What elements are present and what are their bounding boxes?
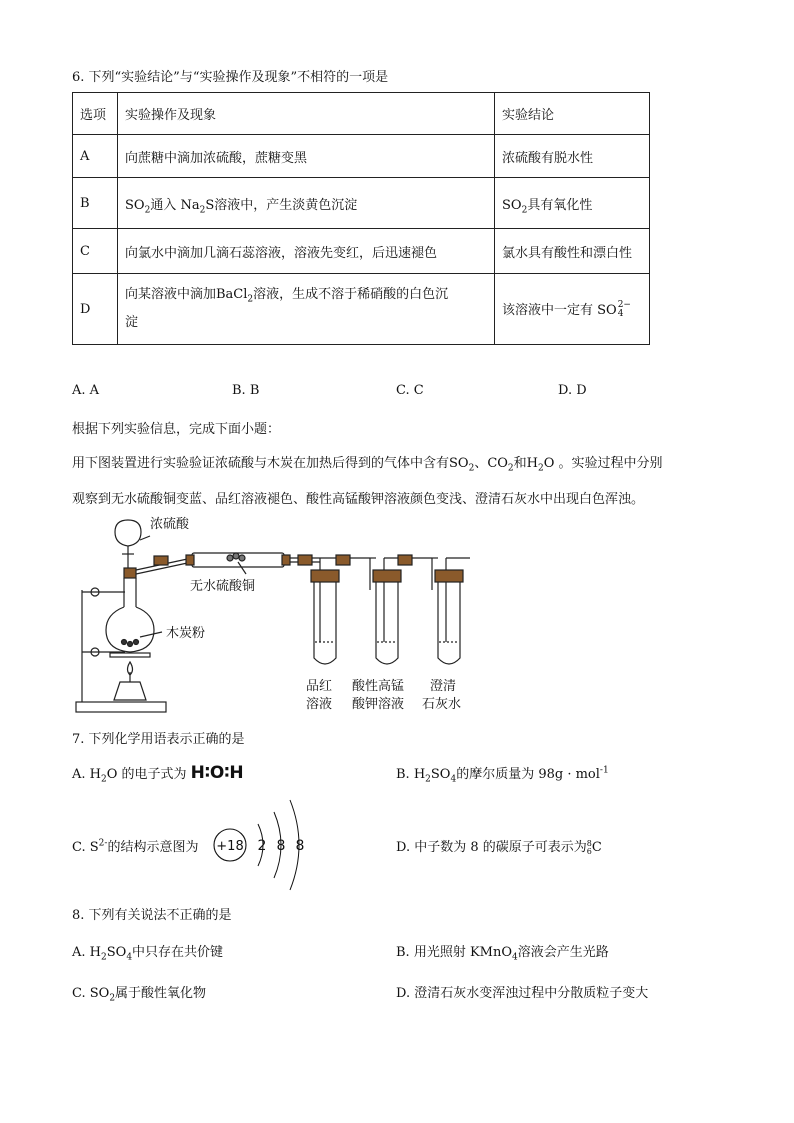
table-row: [73, 229, 650, 274]
table-row: [73, 274, 650, 345]
label-acid: 浓硫酸: [150, 517, 190, 532]
row-conclusion: 浓硫酸有脱水性: [495, 135, 650, 178]
label-tube2-b: 酸钾溶液: [352, 697, 405, 712]
table-header-row: [73, 93, 650, 135]
q6-option-d: D. D: [558, 383, 587, 398]
row-option: D: [73, 274, 118, 345]
q8-option-b: B. 用光照射 KMnO$_4$溶液会产生光路: [396, 945, 609, 963]
q7-option-c: C. $S^{2-}$的结构示意图为: [72, 838, 199, 855]
q6-table: [72, 92, 650, 345]
stand-base: [76, 702, 166, 712]
row-operation: $SO_2$通入 $Na_2S$溶液中，产生淡黄色沉淀: [118, 178, 495, 229]
apparatus-diagram: [70, 512, 490, 718]
test-tube-2: [376, 580, 398, 664]
q7-option-b: B. $H_2SO_4$的摩尔质量为 98g · mol$^{-1}$: [396, 765, 609, 785]
table-row: [73, 135, 650, 178]
nucleus-charge: +18: [216, 839, 244, 854]
label-carbon: 木炭粉: [166, 626, 206, 641]
label-tube3-b: 石灰水: [422, 697, 462, 712]
q8-option-a: A. $H_2SO_4$中只存在共价键: [72, 945, 224, 963]
test-tube-3: [438, 580, 460, 664]
row-operation: 向蔗糖中滴加浓硫酸，蔗糖变黑: [118, 135, 495, 178]
shell-3-count: 8: [295, 838, 305, 854]
label-tube2-a: 酸性高锰: [352, 679, 405, 694]
row-option: C: [73, 229, 118, 274]
q8-stem: 8. 下列有关说法不正确的是: [72, 908, 232, 923]
shell-2-count: 8: [276, 838, 286, 854]
label-cuso4: 无水硫酸铜: [190, 579, 256, 594]
q6-option-a: A. A: [72, 383, 100, 398]
label-tube1-b: 溶液: [306, 697, 333, 712]
intro-line3: 观察到无水硫酸铜变蓝、品红溶液褪色、酸性高锰酸钾溶液颜色变浅、澄清石灰水中出现白色浑浊。: [72, 492, 645, 507]
shell-1-count: 2: [257, 838, 267, 854]
row-conclusion: 氯水具有酸性和漂白性: [495, 229, 650, 274]
q8-option-c: C. $SO_2$属于酸性氧化物: [72, 986, 207, 1004]
intro-line2: 用下图装置进行实验验证浓硫酸与木炭在加热后得到的气体中含有$SO_2$、$CO_2$和$H_2O$ 。实验过程中分别: [72, 456, 663, 474]
row-conclusion: $SO_2$具有氧化性: [495, 178, 650, 229]
funnel: [115, 520, 141, 546]
label-tube3-a: 澄清: [430, 679, 457, 694]
q8-option-d: D. 澄清石灰水变浑浊过程中分散质粒子变大: [396, 986, 649, 1001]
row-operation: 向氯水中滴加几滴石蕊溶液，溶液先变红，后迅速褪色: [118, 229, 495, 274]
atom-structure-diagram: [212, 794, 312, 896]
row-operation: 向某溶液中滴加BaCl$_2$溶液，生成不溶于稀硝酸的白色沉 淀: [118, 274, 495, 345]
table-row: [73, 178, 650, 229]
row-conclusion: 该溶液中一定有 SO2− 4: [495, 274, 650, 345]
test-tube-1: [314, 580, 336, 664]
row-option: B: [73, 178, 118, 229]
q6-option-c: C. C: [396, 383, 424, 398]
q6-option-b: B. B: [232, 383, 260, 398]
header-operation: 实验操作及现象: [118, 93, 495, 135]
row-option: A: [73, 135, 118, 178]
header-option: 选项: [73, 93, 118, 135]
electron-formula: H∶O∶H: [190, 763, 244, 783]
alcohol-lamp: [114, 682, 146, 700]
q7-stem: 7. 下列化学用语表示正确的是: [72, 732, 245, 747]
q6-stem: 6. 下列“实验结论”与“实验操作及现象”不相符的一项是: [72, 70, 389, 85]
label-tube1-a: 品红: [306, 679, 333, 694]
header-conclusion: 实验结论: [495, 93, 650, 135]
q7-option-d: D. 中子数为 8 的碳原子可表示为8 6C: [396, 838, 602, 856]
q7-option-a: A. $H_2O$ 的电子式为 H∶O∶H: [72, 763, 244, 785]
intro-line1: 根据下列实验信息，完成下面小题：: [72, 422, 281, 437]
